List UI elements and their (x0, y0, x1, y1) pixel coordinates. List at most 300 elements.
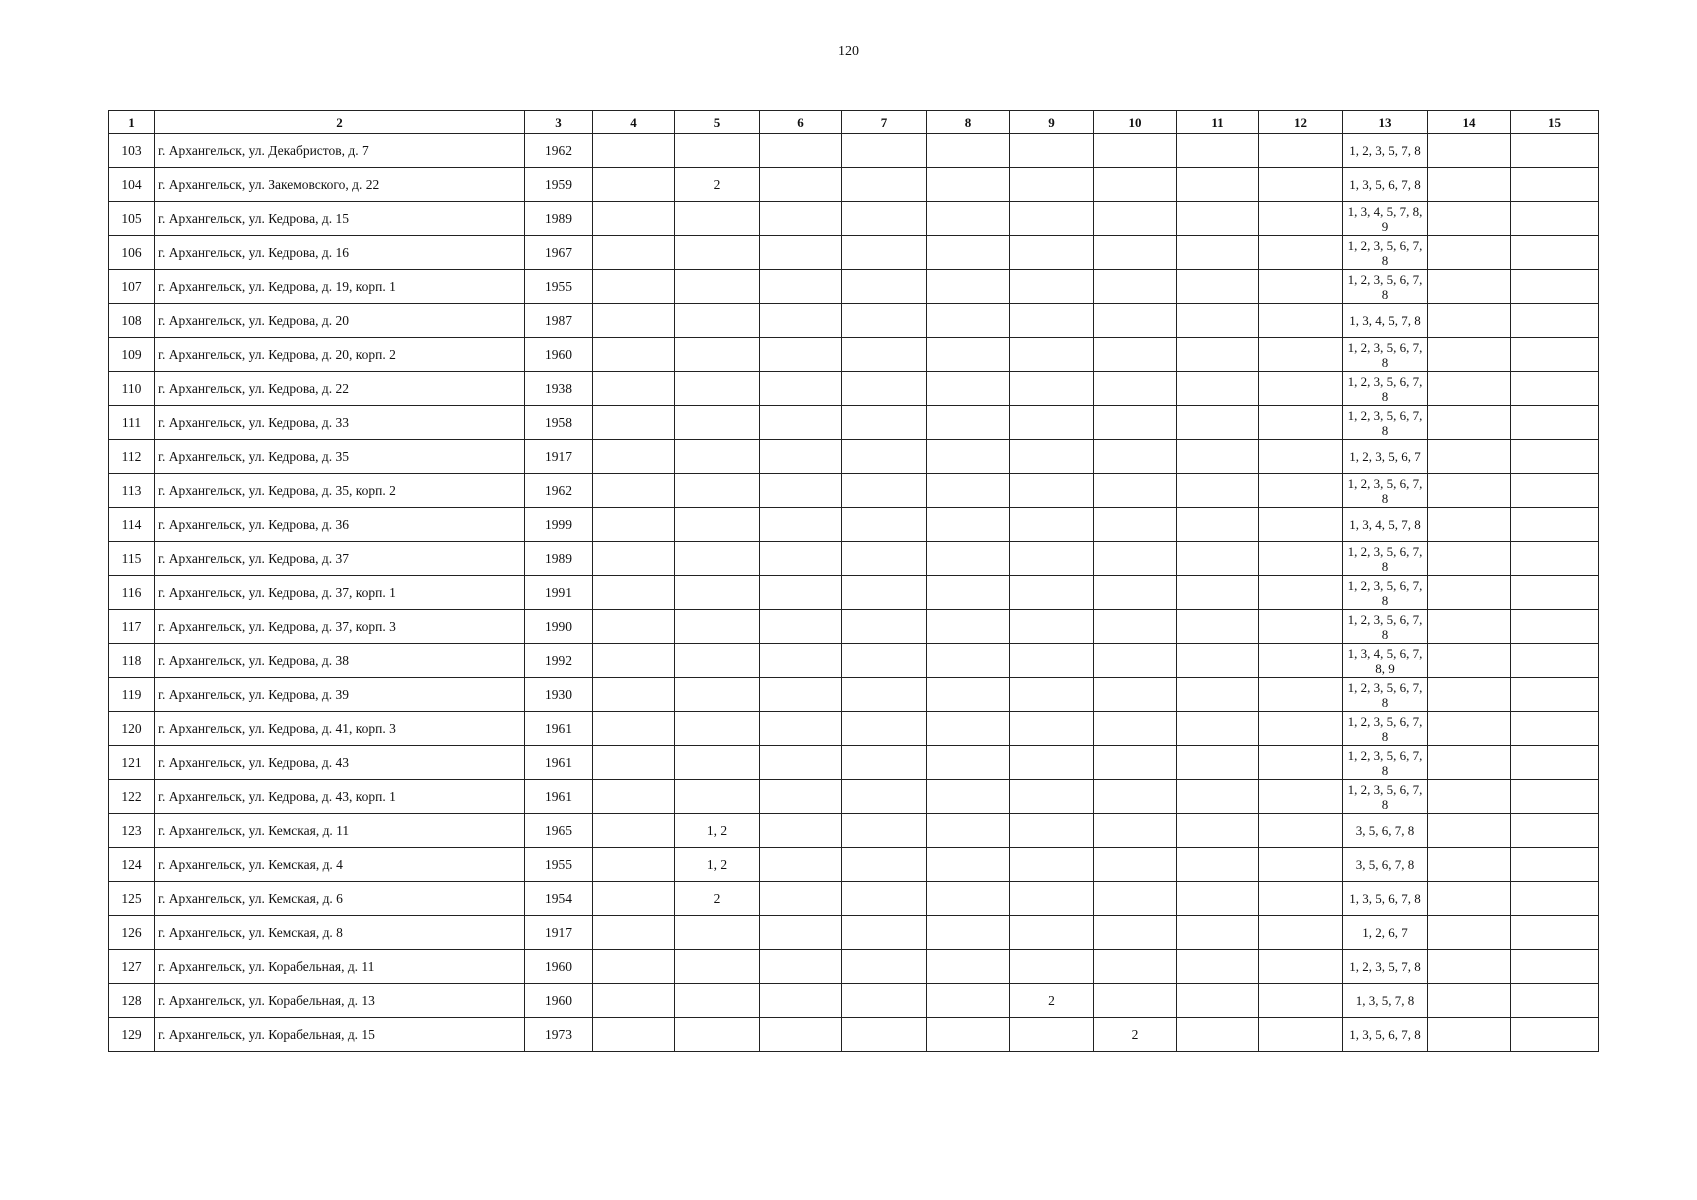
empty-cell (1428, 168, 1511, 202)
column-9-cell (1010, 440, 1094, 474)
empty-cell (1177, 882, 1259, 916)
empty-cell (1259, 916, 1343, 950)
page-number: 120 (838, 44, 859, 59)
column-10-cell (1094, 610, 1177, 644)
table-row (109, 270, 1599, 304)
address-cell: г. Архангельск, ул. Кедрова, д. 37, корп. 3 (155, 610, 525, 644)
empty-cell (1428, 576, 1511, 610)
empty-cell (842, 406, 927, 440)
empty-cell (1428, 950, 1511, 984)
column-13-cell: 1, 2, 3, 5, 6, 7, 8 (1343, 678, 1428, 712)
empty-cell (927, 746, 1010, 780)
column-5-cell (675, 134, 760, 168)
empty-cell (927, 372, 1010, 406)
column-9-cell (1010, 270, 1094, 304)
empty-cell (760, 916, 842, 950)
empty-cell (760, 474, 842, 508)
column-10-cell (1094, 372, 1177, 406)
column-5-cell (675, 678, 760, 712)
empty-cell (593, 474, 675, 508)
column-5-cell (675, 916, 760, 950)
column-10-cell (1094, 644, 1177, 678)
empty-cell (842, 882, 927, 916)
column-13-cell: 1, 2, 3, 5, 6, 7, 8 (1343, 372, 1428, 406)
empty-cell (760, 134, 842, 168)
column-13-cell: 1, 2, 3, 5, 7, 8 (1343, 950, 1428, 984)
empty-cell (1177, 236, 1259, 270)
column-5-cell (675, 304, 760, 338)
column-13-cell: 1, 2, 3, 5, 6, 7, 8 (1343, 542, 1428, 576)
empty-cell (927, 168, 1010, 202)
empty-cell (1259, 508, 1343, 542)
empty-cell (927, 678, 1010, 712)
column-13-cell: 1, 2, 3, 5, 6, 7, 8 (1343, 236, 1428, 270)
row-number-cell: 112 (109, 440, 155, 474)
column-5-cell (675, 508, 760, 542)
empty-cell (593, 202, 675, 236)
column-9-cell (1010, 712, 1094, 746)
column-10-cell (1094, 916, 1177, 950)
column-9-cell (1010, 780, 1094, 814)
empty-cell (1428, 814, 1511, 848)
table-row (109, 678, 1599, 712)
column-header: 6 (760, 111, 842, 134)
empty-cell (760, 440, 842, 474)
empty-cell (1428, 542, 1511, 576)
column-13-cell: 1, 3, 4, 5, 7, 8 (1343, 508, 1428, 542)
empty-cell (1177, 916, 1259, 950)
empty-cell (760, 644, 842, 678)
empty-cell (1177, 814, 1259, 848)
address-cell: г. Архангельск, ул. Кемская, д. 11 (155, 814, 525, 848)
register-table (108, 110, 1599, 1052)
empty-cell (842, 270, 927, 304)
empty-cell (760, 610, 842, 644)
empty-cell (842, 542, 927, 576)
column-10-cell (1094, 678, 1177, 712)
empty-cell (1177, 304, 1259, 338)
empty-cell (593, 168, 675, 202)
empty-cell (760, 542, 842, 576)
empty-cell (1511, 916, 1599, 950)
column-10-cell (1094, 304, 1177, 338)
empty-cell (1511, 542, 1599, 576)
column-13-cell: 1, 2, 3, 5, 6, 7, 8 (1343, 576, 1428, 610)
year-cell: 1999 (525, 508, 593, 542)
column-5-cell (675, 440, 760, 474)
empty-cell (927, 134, 1010, 168)
empty-cell (760, 780, 842, 814)
address-cell: г. Архангельск, ул. Кедрова, д. 41, корп. 3 (155, 712, 525, 746)
column-10-cell (1094, 882, 1177, 916)
empty-cell (1177, 474, 1259, 508)
empty-cell (927, 848, 1010, 882)
column-5-cell (675, 780, 760, 814)
empty-cell (1511, 746, 1599, 780)
row-number-cell: 123 (109, 814, 155, 848)
empty-cell (927, 236, 1010, 270)
empty-cell (1428, 508, 1511, 542)
row-number-cell: 127 (109, 950, 155, 984)
address-cell: г. Архангельск, ул. Кедрова, д. 33 (155, 406, 525, 440)
table-row (109, 406, 1599, 440)
table-row (109, 338, 1599, 372)
empty-cell (927, 338, 1010, 372)
table-row (109, 1018, 1599, 1052)
column-9-cell (1010, 950, 1094, 984)
row-number-cell: 104 (109, 168, 155, 202)
empty-cell (842, 644, 927, 678)
year-cell: 1961 (525, 746, 593, 780)
empty-cell (760, 950, 842, 984)
empty-cell (1177, 508, 1259, 542)
empty-cell (842, 372, 927, 406)
empty-cell (593, 984, 675, 1018)
address-cell: г. Архангельск, ул. Корабельная, д. 15 (155, 1018, 525, 1052)
empty-cell (1428, 984, 1511, 1018)
address-cell: г. Архангельск, ул. Кедрова, д. 43, корп. 1 (155, 780, 525, 814)
row-number-cell: 105 (109, 202, 155, 236)
empty-cell (927, 882, 1010, 916)
address-cell: г. Архангельск, ул. Кедрова, д. 36 (155, 508, 525, 542)
empty-cell (593, 848, 675, 882)
column-header: 1 (109, 111, 155, 134)
year-cell: 1960 (525, 950, 593, 984)
year-cell: 1958 (525, 406, 593, 440)
column-13-cell: 3, 5, 6, 7, 8 (1343, 848, 1428, 882)
address-cell: г. Архангельск, ул. Кедрова, д. 37 (155, 542, 525, 576)
year-cell: 1917 (525, 440, 593, 474)
table-row (109, 712, 1599, 746)
column-9-cell (1010, 576, 1094, 610)
address-cell: г. Архангельск, ул. Кемская, д. 6 (155, 882, 525, 916)
year-cell: 1954 (525, 882, 593, 916)
empty-cell (1259, 712, 1343, 746)
table-row (109, 168, 1599, 202)
empty-cell (1177, 746, 1259, 780)
column-header: 15 (1511, 111, 1599, 134)
column-5-cell: 1, 2 (675, 814, 760, 848)
empty-cell (842, 440, 927, 474)
column-10-cell (1094, 236, 1177, 270)
empty-cell (1259, 168, 1343, 202)
year-cell: 1989 (525, 202, 593, 236)
address-cell: г. Архангельск, ул. Кемская, д. 4 (155, 848, 525, 882)
address-cell: г. Архангельск, ул. Кедрова, д. 19, корп. 1 (155, 270, 525, 304)
column-10-cell (1094, 338, 1177, 372)
column-header: 5 (675, 111, 760, 134)
empty-cell (927, 440, 1010, 474)
column-5-cell (675, 542, 760, 576)
column-13-cell: 1, 3, 4, 5, 7, 8, 9 (1343, 202, 1428, 236)
row-number-cell: 106 (109, 236, 155, 270)
column-13-cell: 1, 2, 3, 5, 6, 7, 8 (1343, 712, 1428, 746)
empty-cell (593, 916, 675, 950)
table-row (109, 950, 1599, 984)
empty-cell (1259, 304, 1343, 338)
row-number-cell: 108 (109, 304, 155, 338)
column-header: 14 (1428, 111, 1511, 134)
empty-cell (842, 576, 927, 610)
empty-cell (760, 372, 842, 406)
address-cell: г. Архангельск, ул. Кедрова, д. 35 (155, 440, 525, 474)
empty-cell (927, 916, 1010, 950)
column-5-cell (675, 372, 760, 406)
column-5-cell (675, 746, 760, 780)
column-5-cell (675, 712, 760, 746)
table-row (109, 984, 1599, 1018)
empty-cell (1177, 270, 1259, 304)
address-cell: г. Архангельск, ул. Декабристов, д. 7 (155, 134, 525, 168)
empty-cell (842, 338, 927, 372)
column-13-cell: 1, 2, 3, 5, 6, 7 (1343, 440, 1428, 474)
column-5-cell (675, 984, 760, 1018)
address-cell: г. Архангельск, ул. Корабельная, д. 13 (155, 984, 525, 1018)
empty-cell (842, 712, 927, 746)
year-cell: 1938 (525, 372, 593, 406)
empty-cell (593, 134, 675, 168)
empty-cell (1259, 542, 1343, 576)
empty-cell (593, 440, 675, 474)
row-number-cell: 110 (109, 372, 155, 406)
column-9-cell (1010, 542, 1094, 576)
empty-cell (927, 950, 1010, 984)
column-header: 10 (1094, 111, 1177, 134)
column-10-cell (1094, 746, 1177, 780)
address-cell: г. Архангельск, ул. Кедрова, д. 15 (155, 202, 525, 236)
empty-cell (1511, 610, 1599, 644)
empty-cell (1259, 338, 1343, 372)
empty-cell (760, 304, 842, 338)
empty-cell (1259, 236, 1343, 270)
table-row (109, 848, 1599, 882)
empty-cell (842, 610, 927, 644)
empty-cell (1259, 984, 1343, 1018)
column-9-cell (1010, 338, 1094, 372)
empty-cell (1428, 372, 1511, 406)
empty-cell (842, 168, 927, 202)
empty-cell (842, 508, 927, 542)
empty-cell (593, 270, 675, 304)
column-5-cell (675, 950, 760, 984)
empty-cell (1511, 168, 1599, 202)
column-13-cell: 1, 2, 3, 5, 6, 7, 8 (1343, 474, 1428, 508)
column-13-cell: 1, 3, 5, 6, 7, 8 (1343, 168, 1428, 202)
empty-cell (760, 678, 842, 712)
empty-cell (1177, 542, 1259, 576)
row-number-cell: 109 (109, 338, 155, 372)
empty-cell (1177, 1018, 1259, 1052)
column-header: 7 (842, 111, 927, 134)
empty-cell (1511, 882, 1599, 916)
table-body (109, 134, 1599, 1052)
empty-cell (927, 712, 1010, 746)
empty-cell (1428, 882, 1511, 916)
column-10-cell (1094, 814, 1177, 848)
empty-cell (1511, 440, 1599, 474)
empty-cell (593, 814, 675, 848)
empty-cell (1259, 882, 1343, 916)
column-5-cell (675, 202, 760, 236)
empty-cell (760, 576, 842, 610)
empty-cell (1259, 474, 1343, 508)
empty-cell (1259, 372, 1343, 406)
column-5-cell: 2 (675, 168, 760, 202)
empty-cell (1177, 168, 1259, 202)
column-9-cell: 2 (1010, 984, 1094, 1018)
column-10-cell (1094, 508, 1177, 542)
column-9-cell (1010, 168, 1094, 202)
address-cell: г. Архангельск, ул. Кедрова, д. 22 (155, 372, 525, 406)
column-header: 13 (1343, 111, 1428, 134)
column-5-cell: 1, 2 (675, 848, 760, 882)
empty-cell (1259, 134, 1343, 168)
empty-cell (760, 406, 842, 440)
empty-cell (593, 372, 675, 406)
table-row (109, 746, 1599, 780)
empty-cell (842, 848, 927, 882)
empty-cell (927, 406, 1010, 440)
row-number-cell: 125 (109, 882, 155, 916)
column-10-cell (1094, 202, 1177, 236)
empty-cell (1428, 270, 1511, 304)
empty-cell (927, 508, 1010, 542)
year-cell: 1987 (525, 304, 593, 338)
year-cell: 1965 (525, 814, 593, 848)
column-13-cell: 1, 2, 3, 5, 6, 7, 8 (1343, 610, 1428, 644)
empty-cell (1511, 1018, 1599, 1052)
empty-cell (1177, 576, 1259, 610)
empty-cell (1259, 848, 1343, 882)
empty-cell (593, 950, 675, 984)
year-cell: 1992 (525, 644, 593, 678)
empty-cell (927, 1018, 1010, 1052)
empty-cell (1177, 950, 1259, 984)
year-cell: 1961 (525, 712, 593, 746)
empty-cell (760, 712, 842, 746)
empty-cell (1511, 848, 1599, 882)
empty-cell (1428, 406, 1511, 440)
table-row (109, 134, 1599, 168)
empty-cell (1511, 814, 1599, 848)
row-number-cell: 103 (109, 134, 155, 168)
column-9-cell (1010, 1018, 1094, 1052)
row-number-cell: 107 (109, 270, 155, 304)
empty-cell (593, 508, 675, 542)
column-9-cell (1010, 746, 1094, 780)
column-10-cell (1094, 168, 1177, 202)
column-10-cell (1094, 780, 1177, 814)
empty-cell (927, 984, 1010, 1018)
table-row (109, 814, 1599, 848)
empty-cell (1511, 474, 1599, 508)
empty-cell (1511, 508, 1599, 542)
empty-cell (593, 712, 675, 746)
empty-cell (1511, 984, 1599, 1018)
year-cell: 1960 (525, 338, 593, 372)
empty-cell (927, 780, 1010, 814)
header-row (109, 111, 1599, 134)
column-5-cell: 2 (675, 882, 760, 916)
table-row (109, 202, 1599, 236)
empty-cell (593, 1018, 675, 1052)
empty-cell (593, 644, 675, 678)
column-5-cell (675, 610, 760, 644)
column-13-cell: 3, 5, 6, 7, 8 (1343, 814, 1428, 848)
row-number-cell: 116 (109, 576, 155, 610)
table-row (109, 576, 1599, 610)
empty-cell (1259, 270, 1343, 304)
column-9-cell (1010, 848, 1094, 882)
empty-cell (842, 746, 927, 780)
row-number-cell: 128 (109, 984, 155, 1018)
year-cell: 1967 (525, 236, 593, 270)
column-9-cell (1010, 406, 1094, 440)
empty-cell (1511, 712, 1599, 746)
row-number-cell: 118 (109, 644, 155, 678)
empty-cell (1259, 950, 1343, 984)
column-9-cell (1010, 304, 1094, 338)
empty-cell (760, 814, 842, 848)
column-5-cell (675, 406, 760, 440)
empty-cell (1511, 236, 1599, 270)
year-cell: 1961 (525, 780, 593, 814)
column-9-cell (1010, 916, 1094, 950)
column-13-cell: 1, 3, 4, 5, 6, 7, 8, 9 (1343, 644, 1428, 678)
empty-cell (760, 848, 842, 882)
row-number-cell: 122 (109, 780, 155, 814)
empty-cell (927, 474, 1010, 508)
empty-cell (927, 814, 1010, 848)
column-13-cell: 1, 2, 6, 7 (1343, 916, 1428, 950)
year-cell: 1989 (525, 542, 593, 576)
empty-cell (1428, 202, 1511, 236)
table-row (109, 610, 1599, 644)
column-5-cell (675, 270, 760, 304)
empty-cell (593, 780, 675, 814)
empty-cell (1259, 746, 1343, 780)
column-header: 12 (1259, 111, 1343, 134)
empty-cell (842, 202, 927, 236)
column-10-cell (1094, 950, 1177, 984)
address-cell: г. Архангельск, ул. Корабельная, д. 11 (155, 950, 525, 984)
column-5-cell (675, 1018, 760, 1052)
empty-cell (927, 610, 1010, 644)
year-cell: 1959 (525, 168, 593, 202)
empty-cell (842, 678, 927, 712)
empty-cell (842, 984, 927, 1018)
address-cell: г. Архангельск, ул. Кедрова, д. 43 (155, 746, 525, 780)
column-13-cell: 1, 3, 5, 7, 8 (1343, 984, 1428, 1018)
empty-cell (760, 984, 842, 1018)
table-row (109, 304, 1599, 338)
column-header: 3 (525, 111, 593, 134)
column-10-cell (1094, 984, 1177, 1018)
row-number-cell: 115 (109, 542, 155, 576)
empty-cell (1428, 780, 1511, 814)
empty-cell (842, 134, 927, 168)
column-10-cell (1094, 134, 1177, 168)
empty-cell (1177, 644, 1259, 678)
empty-cell (760, 746, 842, 780)
empty-cell (1511, 644, 1599, 678)
empty-cell (927, 304, 1010, 338)
empty-cell (842, 236, 927, 270)
year-cell: 1991 (525, 576, 593, 610)
empty-cell (1177, 610, 1259, 644)
column-5-cell (675, 474, 760, 508)
row-number-cell: 113 (109, 474, 155, 508)
